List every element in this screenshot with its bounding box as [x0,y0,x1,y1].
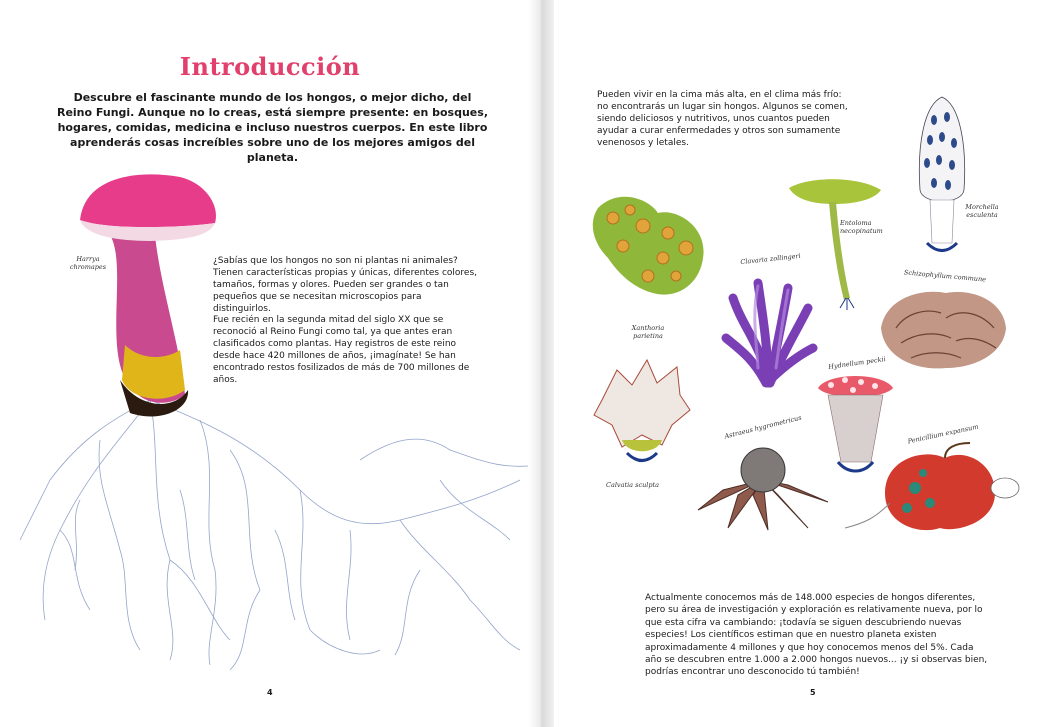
mushroom-label [58,255,118,271]
page-number-right: 5 [810,688,816,697]
mycelium-illustration [0,380,540,680]
morchella-illustration [912,95,972,255]
schizophyllum-label: Schizophyllum commune [903,268,987,284]
calvatia-illustration [592,355,692,465]
schizophyllum-illustration [876,283,1011,378]
penicillium-illustration [845,443,1025,533]
morchella-label-line-2: esculenta [966,211,998,219]
morchella-label [960,203,1004,219]
xanthoria-illustration [588,188,718,303]
hydnellum-label: Hydnellum peckii [827,355,887,371]
paragraph-1: ¿Sabías que los hongos no son ni plantas ni animales? Tienen características propias y únicas, diferentes colores, tamaños, formas y olores. Pueden ser grandes o tan pequeños que se necesitan microscopios para distinguirlos. [213,256,477,314]
astraeus-label: Astraeus hygrometricus [723,413,803,441]
astraeus-illustration [693,440,833,530]
page-title: Introducción [179,52,361,81]
morchella-label-line-1: Morchella [965,203,999,211]
entoloma-label-line-2: necopinatum [840,227,883,235]
xanthoria-label-line-1: Xanthoria [631,324,665,332]
xanthoria-label-line-2: parietina [633,332,663,340]
paragraph-2: Fue recién en la segunda mitad del siglo XX que se reconoció al Reino Fungi como tal, ya que antes eran clasificados como plantas. Hay registros de este reino desde hace 420 millones de años, ¡imagínate! Se han encontrado restos fosilizados de más de 700 millones de años. [213,315,470,385]
page-number-left: 4 [267,688,273,697]
xanthoria-label [618,324,678,340]
right-top-text: Pueden vivir en la cima más alta, en el clima más frío: no encontrarás un lugar sin hongos. Algunos se comen, siendo deliciosos y nutritivos, unos cuantos pueden ayudar a curar enfermedades y otros son sumamente venenosos y letales. [597,90,848,148]
clavaria-illustration [718,268,818,398]
clavaria-label: Clavaria zollingeri [739,251,802,267]
mushroom-label-line-1: Harrya [76,255,100,263]
intro-text: Descubre el fascinante mundo de los hongos, o mejor dicho, del Reino Fungi. Aunque no lo creas, está siempre presente: en bosques, hogares, comidas, medicina e incluso nuestros cuerpos. En este libro aprenderás cosas increíbles sobre uno de los mejores amigos del planeta. [56,91,488,164]
mushroom-label-line-2: chromapes [69,263,107,271]
penicillium-label: Penicillium expansum [906,422,980,446]
entoloma-label-line-1: Entoloma [840,219,872,227]
right-bottom-text: Actualmente conocemos más de 148.000 especies de hongos diferentes, pero su área de investigación y exploración es relativamente nueva, por lo que esta cifra va cambiando: ¡todavía se siguen descubriendo nuevas especies! Los científicos estiman que en nuestro planeta existen aproximadamente 4 millones y que hoy conocemos menos del 5%. Cada año se descubren entre 1.000 a 2.000 hongos nuevos... ¡y si observas bien, podrías encontrar uno desconocido tú también! [645,593,988,678]
entoloma-label [840,219,895,235]
calvatia-label: Calvatia sculpta [606,481,659,489]
